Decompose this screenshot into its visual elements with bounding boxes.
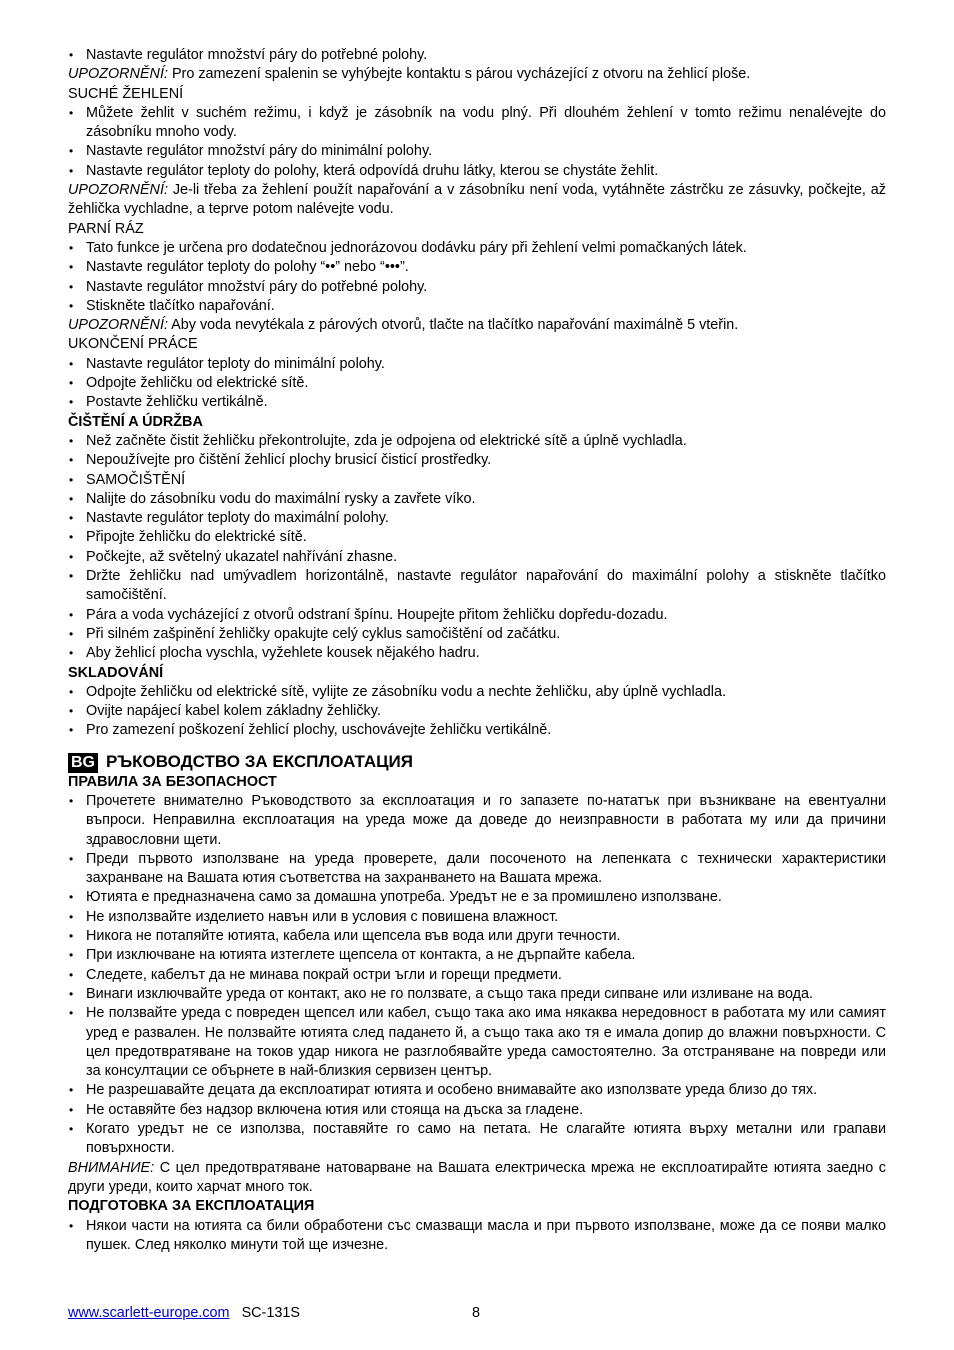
end-work-heading: UKONČENÍ PRÁCE (68, 336, 198, 353)
list-item: • Ovijte napájecí kabel kolem základny žehličky. (68, 702, 886, 721)
steam-burst-heading: PARNÍ RÁZ (68, 220, 144, 237)
cz-steam-list (68, 46, 886, 65)
language-badge: BG (68, 753, 98, 773)
page-footer (68, 1304, 886, 1322)
preparation-list (68, 1217, 886, 1256)
list-item: • Не оставяйте без надзор включена ютия или стояща на дъска за гладене. (68, 1101, 886, 1120)
list-item: • Nastavte regulátor množství páry do potřebné polohy. (68, 278, 886, 297)
model-number: SC-131S (241, 1305, 300, 1321)
list-item: • Nastavte regulátor teploty do polohy “••” nebo “•••”. (68, 258, 886, 277)
list-item: • Počkejte, až světelný ukazatel nahřívání zhasne. (68, 548, 886, 567)
list-item: • Odpojte žehličku od elektrické sítě. (68, 374, 886, 393)
warning-label: UPOZORNĚNÍ: (68, 66, 168, 83)
list-item: • Nastavte regulátor množství páry do minimální polohy. (68, 142, 886, 161)
list-item: • Můžete žehlit v suchém režimu, i když je zásobník na vodu plný. Při dlouhém žehlení v tomto režimu nenalévejte do zásobníku mnoho vody. (68, 104, 886, 143)
warning-label: ВНИМАНИЕ: (68, 1159, 155, 1176)
list-item: • При изключване на ютията изтеглете щепсела от контакта, а не дърпайте кабела. (68, 946, 886, 965)
warning-text: Pro zamezení spalenin se vyhýbejte kontaktu s párou vycházející z otvoru na žehlicí ploše. (167, 66, 751, 83)
list-item: • Nastavte regulátor teploty do polohy, která odpovídá druhu látky, kterou se chystáte žehlit. (68, 162, 886, 181)
end-work-list (68, 355, 886, 413)
page-number: 8 (472, 1305, 481, 1321)
safety-heading: ПРАВИЛА ЗА БЕЗОПАСНОСТ (68, 773, 277, 790)
warning-note (68, 316, 886, 335)
warning-label: UPOZORNĚNÍ: (68, 317, 168, 334)
storage-heading: SKLADOVÁNÍ (68, 664, 164, 681)
warning-text: Aby voda nevytékala z párových otvorů, tlačte na tlačítko napařování maximálně 5 vteřin. (167, 317, 739, 334)
warning-text: С цел предотвратяване натоварване на Вашата електрическа мрежа не експлоатирайте ютията заедно с други уреди, които харчат много ток. (68, 1159, 886, 1195)
list-item: • Pro zamezení poškození žehlicí plochy, uschovávejte žehličku vertikálně. (68, 721, 886, 740)
list-item: • Držte žehličku nad umývadlem horizontálně, nastavte regulátor napařování do maximální polohy a stiskněte tlačítko samočištění. (68, 567, 886, 606)
list-item: • Следете, кабелът да не минава покрай остри ъгли и горещи предмети. (68, 966, 886, 985)
list-item: • Не ползвайте уреда с повреден щепсел или кабел, също така ако има някаква нередовност в работата му или самият уред е развален. Не ползвайте ютията след падането й, а също така ако тя е имала допир до влажни повърхности. С цел предотвратяване на токов удар никога не разглобявайте уреда самостоятелно. За отстраняване на повреди или за консултации се обърнете в най-близкия сервизен център. (68, 1004, 886, 1081)
safety-list (68, 792, 886, 1159)
list-item: • Aby žehlicí plocha vyschla, vyžehlete kousek nějakého hadru. (68, 644, 886, 663)
warning-text: Je-li třeba za žehlení použít napařování a v zásobníku není voda, vytáhněte zástrčku ze zásuvky, počkejte, až žehlička vychladne, a teprve potom nalévejte vodu. (68, 182, 886, 218)
steam-burst-list (68, 239, 886, 316)
cleaning-list (68, 432, 886, 664)
storage-list (68, 683, 886, 741)
list-item: • Postavte žehličku vertikálně. (68, 393, 886, 412)
list-item: • Při silném zašpinění žehličky opakujte celý cyklus samočištění od začátku. (68, 625, 886, 644)
list-item: • Nastavte regulátor teploty do maximální polohy. (68, 509, 886, 528)
list-item: • SAMOČIŠTĚNÍ (68, 471, 886, 490)
bg-title-text: РЪКОВОДСТВО ЗА ЕКСПЛОАТАЦИЯ (106, 751, 413, 771)
manual-page (68, 46, 886, 1255)
list-item: • Не разрешавайте децата да експлоатират ютията и особено внимавайте ако използвате уреда близо до тях. (68, 1081, 886, 1100)
list-item: • Nalijte do zásobníku vodu do maximální rysky a zavřete víko. (68, 490, 886, 509)
list-item: • Nepoužívejte pro čištění žehlicí plochy brusicí čisticí prostředky. (68, 451, 886, 470)
list-item: • Pára a voda vycházející z otvorů odstraní špínu. Houpejte přitom žehličku dopředu-dozadu. (68, 606, 886, 625)
list-item: • Nastavte regulátor teploty do minimální polohy. (68, 355, 886, 374)
list-item: • Когато уредът не се използва, поставяйте го само на петата. Не слагайте ютията върху метални или грапави повърхности. (68, 1120, 886, 1159)
list-item: • Не използвайте изделието навън или в условия с повишена влажност. (68, 908, 886, 927)
list-item: • Připojte žehličku do elektrické sítě. (68, 528, 886, 547)
warning-label: UPOZORNĚNÍ: (68, 182, 168, 199)
list-item: • Прочетете внимателно Ръководството за експлоатация и го запазете по-нататък при възникване на евентуални въпроси. Неправилна експлоатация на уреда може да доведе до неизправности в работата му или да причини здравословни щети. (68, 792, 886, 850)
list-item: • Никога не потапяйте ютията, кабела или щепсела във вода или други течности. (68, 927, 886, 946)
list-item: • Винаги изключвайте уреда от контакт, ако не го ползвате, а също така преди сипване или изливане на вода. (68, 985, 886, 1004)
cleaning-heading: ČIŠTĚNÍ A ÚDRŽBA (68, 413, 203, 430)
dry-ironing-list (68, 104, 886, 181)
list-item: • Nastavte regulátor množství páry do potřebné polohy. (68, 46, 886, 65)
warning-note (68, 181, 886, 220)
bg-section-title (68, 751, 886, 773)
website-link[interactable]: www.scarlett-europe.com (68, 1305, 230, 1321)
list-item: • Odpojte žehličku od elektrické sítě, vylijte ze zásobníku vodu a nechte žehličku, aby úplně vychladla. (68, 683, 886, 702)
list-item: • Преди първото използване на уреда проверете, дали посоченото на лепенката с технически характеристики захранване на Вашата ютия съответства на захранването на Вашата мрежа. (68, 850, 886, 889)
warning-note (68, 65, 886, 84)
list-item: • Ютията е предназначена само за домашна употреба. Уредът не е за промишлено използване. (68, 888, 886, 907)
list-item: • Tato funkce je určena pro dodatečnou jednorázovou dodávku páry při žehlení velmi pomačkaných látek. (68, 239, 886, 258)
list-item: • Než začněte čistit žehličku překontrolujte, zda je odpojena od elektrické sítě a úplně vychladla. (68, 432, 886, 451)
preparation-heading: ПОДГОТОВКА ЗА ЕКСПЛОАТАЦИЯ (68, 1198, 315, 1215)
list-item: • Някои части на ютията са били обработени със смазващи масла и при първото използване, може да се появи малко пушек. След няколко минути той ще изчезне. (68, 1217, 886, 1256)
warning-note (68, 1159, 886, 1198)
list-item: • Stiskněte tlačítko napařování. (68, 297, 886, 316)
dry-ironing-heading: SUCHÉ ŽEHLENÍ (68, 85, 184, 102)
